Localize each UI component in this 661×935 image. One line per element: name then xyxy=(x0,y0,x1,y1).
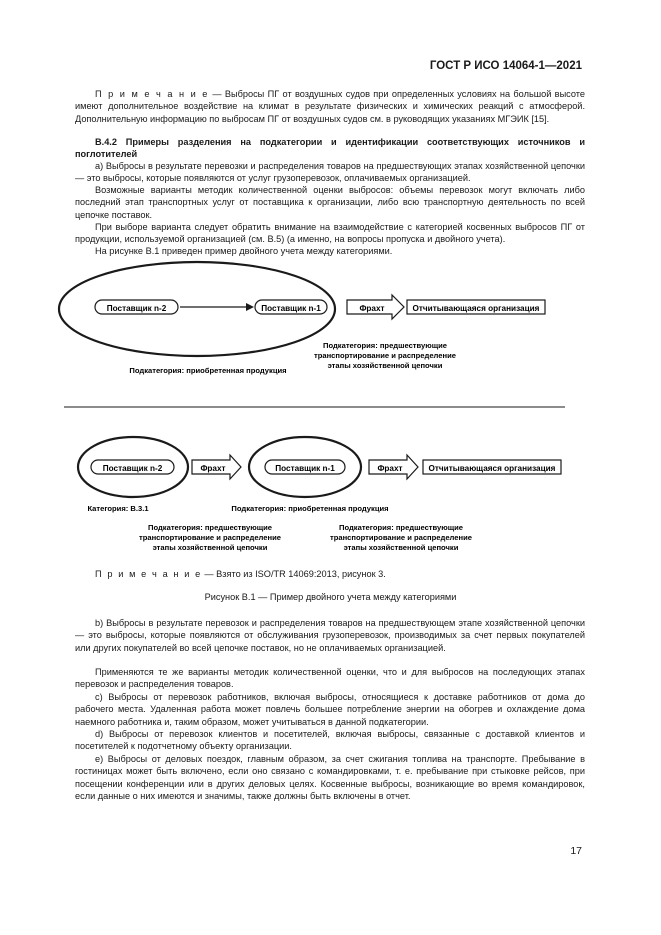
paragraph-choice: При выборе варианта следует обратить внимание на взаимодействие с категорией косвенных выбросов ПГ от продукции, используемой организацией (см. В.5) (а именно, на вопросы пропуска и двойного учета). xyxy=(75,222,585,245)
bottom-reporting-org-label: Отчитывающаяся организация xyxy=(428,464,556,473)
bottom-freight-1-label: Фрахт xyxy=(200,464,226,473)
bottom-sub-right-line-2: транспортирование и распределение xyxy=(330,533,472,542)
bottom-sub-right-line-1: Подкатегория: предшествующие xyxy=(338,523,464,532)
note-1-text: — Выбросы ПГ от воздушных судов при определенных условиях на большой высоте имеют дополнительное воздействие на климат в результате физических и химических реакций с атмосферой. Дополнительную информацию по выбросам ПГ от воздушных судов см. в руководящих указаниях МГЭИК [15]. xyxy=(75,89,585,124)
note-1-label: П р и м е ч а н и е xyxy=(95,89,209,99)
bottom-category: Категория: В.3.1 xyxy=(87,504,149,513)
bottom-sub-left-line-2: транспортирование и распределение xyxy=(139,533,281,542)
paragraph-figure-reference: На рисунке В.1 приведен пример двойного учета между категориями. xyxy=(95,246,393,256)
top-freight-label: Фрахт xyxy=(359,304,385,313)
paragraph-e: е) Выбросы от деловых поездок, главным образом, за счет сжигания топлива на транспорте. Пребывание в гостиницах может быть включено, если оно связано с командировками, т. е. пребывание при стыковке рейсов, при посещении конференции или в других деловых целях. Косвенные выбросы, возникающие во время командировок, если данные о них имеются и значимы, также должны быть включены в отчет. xyxy=(75,754,585,801)
paragraph-same-methods: Применяются те же варианты методик количественной оценки, что и для выбросов на последующих этапах перевозок и распределения товаров. xyxy=(75,667,585,690)
top-supplier-n2-label: Поставщик n-2 xyxy=(106,304,167,313)
paragraph-possible-methods: Возможные варианты методик количественной оценки выбросов: объемы перевозок могут включать либо последний этап транспортных услуг от поставщика к организации, либо всю транспортную деятельность по всей цепочке поставок. xyxy=(75,185,585,220)
bottom-freight-2-label: Фрахт xyxy=(377,464,403,473)
bottom-sub-right-line-3: этапы хозяйственной цепочки xyxy=(343,543,459,552)
note-2-text: — Взято из ISO/TR 14069:2013, рисунок 3. xyxy=(201,569,386,579)
top-sub-upstream-line-1: Подкатегория: предшествующие xyxy=(322,341,448,350)
bottom-supplier-n1-label: Поставщик n-1 xyxy=(275,464,335,473)
page-number: 17 xyxy=(570,845,582,857)
bottom-supplier-n2-label: Поставщик n-2 xyxy=(102,464,163,473)
top-supplier-n1-label: Поставщик n-1 xyxy=(261,304,321,313)
note-2-label: П р и м е ч а н и е xyxy=(95,569,202,579)
bottom-sub-left-line-3: этапы хозяйственной цепочки xyxy=(152,543,268,552)
note-2 xyxy=(75,568,585,580)
document-code: ГОСТ Р ИСО 14064-1—2021 xyxy=(429,60,582,72)
top-sub-upstream-line-2: транспортирование и распределение xyxy=(314,351,456,360)
bottom-sub-left-line-1: Подкатегория: предшествующие xyxy=(147,523,273,532)
paragraph-d: d) Выбросы от перевозок клиентов и посетителей, включая выбросы, связанные с доставкой клиентов и посетителей к подотчетному объекту организации. xyxy=(75,729,585,752)
top-sub-purchased: Подкатегория: приобретенная продукция xyxy=(129,366,287,375)
paragraph-b: b) Выбросы в результате перевозок и распределения товаров на предшествующем этапе хозяйственной цепочки — это выбросы, которые появляются от обслуживания грузоперевозок, производимых за счет первых покупателей или других покупателей во всей цепочке поставок, но не оплачиваемых организацией. xyxy=(75,618,585,653)
paragraph-c: с) Выбросы от перевозок работников, включая выбросы, относящиеся к доставке работников от дома до рабочего места. Удаленная работа может повлечь большее потребление энергии на обогрев и охлаждение дома наемного работника и, таким образом, может учитываться в данной подкатегории. xyxy=(75,692,585,727)
section-heading: В.4.2 Примеры разделения на подкатегории и идентификации соответствующих источников и поглотителей xyxy=(75,137,585,160)
paragraph-a: а) Выбросы в результате перевозки и распределения товаров на предшествующих этапах хозяйственной цепочки — это выбросы, которые появляются от услуг грузоперевозок, оплачиваемых организацией. xyxy=(75,161,585,184)
top-arrow-head xyxy=(246,303,254,311)
figure-caption: Рисунок В.1 — Пример двойного учета между категориями xyxy=(204,592,457,602)
top-reporting-org-label: Отчитывающаяся организация xyxy=(412,304,540,313)
bottom-sub-purchased: Подкатегория: приобретенная продукция xyxy=(231,504,389,513)
top-sub-upstream-line-3: этапы хозяйственной цепочки xyxy=(327,361,443,370)
